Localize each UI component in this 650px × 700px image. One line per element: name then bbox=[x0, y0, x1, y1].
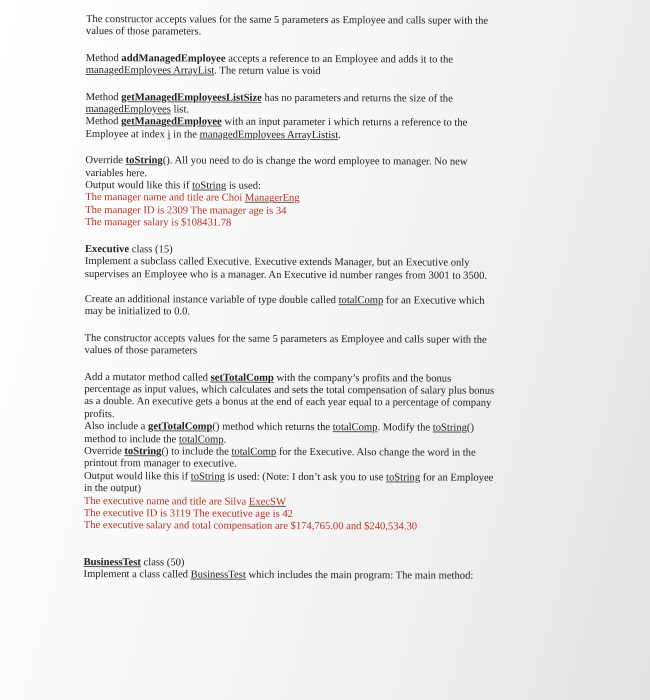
sample-output-line: The executive name and title are Silva ExecSW bbox=[83, 495, 286, 508]
set-total-comp-paragraph: Add a mutator method called setTotalComp with the company’s profits and the bonus percentage as input values, which calculates and sets the total compensation of salary plus bonus as a double. An executive gets a bonus at the end of each year equal to a percentage of company profits. Also include a getTotalComp() method which returns the totalComp. Modify the toString() method to include the totalComp. Override toString() to include the totalComp for the Executive. Also change the word in the printout from manager to executive. Output would like this if toString is used: (Note: I don’t ask you to use toString for an Employee in the output) The executive name and title are Silva ExecSW The executive ID is 3119 The executive age is 42 The executive salary and total compensation are $174,765.00 and $240,534.30 bbox=[84, 372, 585, 535]
total-comp-variable-paragraph: Create an additional instance variable of type double called totalComp for an Executive which may be initialized to 0.0. bbox=[84, 293, 485, 318]
executive-class-paragraph: Executive class (15) Implement a subclass called Executive. Executive extends Manager, but an Executive only supervises an Employee who is a manager. An Executive id number ranges from 3001 to 3500. bbox=[84, 243, 488, 282]
method-name: getManagedEmployee bbox=[121, 116, 222, 129]
assignment-document bbox=[83, 14, 586, 598]
section-heading: Executive bbox=[84, 243, 130, 255]
add-managed-employee-paragraph: Method addManagedEmployee accepts a reference to an Employee and adds it to the managedEmployees ArrayList. The return value is void bbox=[85, 52, 453, 78]
get-managed-employee-paragraph: Method getManagedEmployeesListSize has no parameters and returns the size of the managedEmployees list. Method getManagedEmployee with an input parameter i which returns a reference to the Employee at index i in the managedEmployees ArrayListist. bbox=[85, 91, 468, 141]
manager-constructor-paragraph: The constructor accepts values for the same 5 parameters as Employee and calls super with the values of those parameters. bbox=[85, 14, 489, 38]
business-test-paragraph: BusinessTest class (50) Implement a class called BusinessTest which includes the main program: The main method: bbox=[83, 556, 474, 582]
sample-output-line: The executive ID is 3119 The executive age is 42 bbox=[83, 507, 293, 520]
sample-output-line: The manager ID is 2309 The manager age is 34 bbox=[85, 204, 287, 217]
method-name: toString bbox=[125, 155, 163, 167]
method-name: getManagedEmployeesListSize bbox=[121, 91, 262, 104]
sample-output-line: The executive salary and total compensation are $174,765.00 and $240,534.30 bbox=[83, 520, 418, 533]
section-heading: BusinessTest bbox=[83, 556, 141, 569]
executive-constructor-paragraph: The constructor accepts values for the same 5 parameters as Employee and calls super with the values of those parameters bbox=[84, 332, 487, 357]
sample-output-line: The manager salary is $108431.78 bbox=[85, 217, 232, 229]
manager-tostring-paragraph: Override toString(). All you need to do is change the word employee to manager. No new variables here. Output would like this if toString is used: The manager name and title are Choi ManagerEng The manager ID is 2309 The manager age is 34 The manager salary is $108431.78 bbox=[85, 155, 585, 232]
method-name: setTotalComp bbox=[210, 372, 274, 384]
method-name: addManagedEmployee bbox=[121, 52, 226, 65]
sample-output-line: The manager name and title are Choi ManagerEng bbox=[85, 192, 300, 205]
